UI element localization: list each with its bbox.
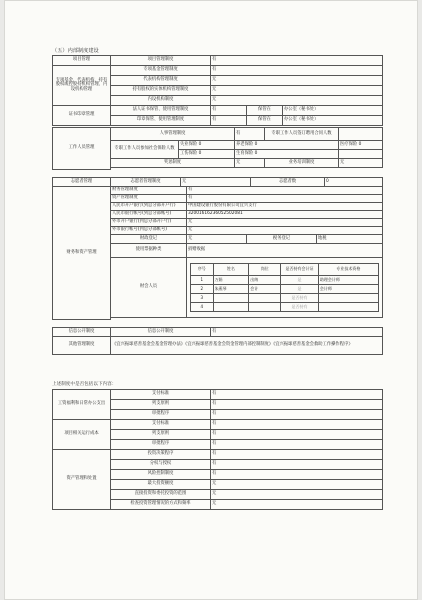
- cell-post: [249, 303, 281, 312]
- row-value: 有: [187, 187, 383, 195]
- table-row: [53, 106, 383, 116]
- row-category: 专项基金、代表机构、持有股权或控股持机构管理、内设机构管理: [53, 66, 111, 106]
- row-item: 外币银行帐号(到总分部帐号): [111, 227, 187, 235]
- row-value: 无: [187, 227, 383, 235]
- section-title: （五）内部制度建设: [52, 48, 99, 54]
- row-item: 代表机构管理制度: [111, 76, 211, 86]
- row-item: 项目管理制度: [111, 56, 211, 66]
- row-item: 分权与授权: [111, 460, 211, 470]
- table-row: [53, 390, 383, 400]
- table-row: [53, 450, 383, 460]
- row-key: 专职工作人员签订聘用合同人数: [265, 128, 339, 141]
- row-value2: 办公室（秘书处）: [283, 116, 383, 126]
- row-value: 有: [211, 460, 383, 470]
- row-item: 审批程序: [111, 410, 211, 420]
- table-row: [53, 337, 383, 355]
- row-key: 业务培训制度: [265, 159, 339, 168]
- row-category: 资产管理和处置: [53, 450, 111, 510]
- table-row: [191, 276, 379, 285]
- row-category: 志愿者管理: [53, 178, 111, 187]
- cell-title: [318, 294, 378, 303]
- row-value: 无: [211, 86, 383, 96]
- table-row: [53, 128, 383, 141]
- row-value: 32001616236052502081: [187, 211, 383, 219]
- row-item: 信息公开制度: [111, 328, 211, 337]
- row-value: 有: [211, 410, 383, 420]
- row-value2: 无: [339, 159, 383, 168]
- cell-cert: 是否持有: [281, 294, 319, 303]
- row-item: 外币开户银行(到总分部开户行): [111, 219, 187, 227]
- cell-name: [213, 303, 249, 312]
- row-key: 工伤保险 0: [179, 150, 235, 159]
- row-value: 有: [187, 195, 383, 203]
- row-value: 无: [211, 76, 383, 86]
- row-key: 医疗保险 0: [339, 141, 383, 150]
- cell-title: 助理会计师: [318, 276, 378, 285]
- row-value: 无: [181, 178, 251, 187]
- table-row: [191, 285, 379, 294]
- row-key: 保管在: [247, 106, 283, 116]
- row-category: 其他管理制度: [53, 337, 111, 355]
- row-key: 养老保险 0: [235, 141, 339, 150]
- row-key: 保管在: [247, 116, 283, 126]
- row-item: 支付标准: [111, 390, 211, 400]
- table-row: [191, 264, 379, 276]
- table-row: [53, 56, 383, 66]
- row-category: 工作人员管理: [53, 128, 111, 170]
- cell-title: 会计师: [318, 285, 378, 294]
- row-value: 有: [211, 440, 383, 450]
- row-item: 志愿者管理制度: [111, 178, 181, 187]
- row-value: 有: [211, 106, 247, 116]
- row-category: 财务和资产管理: [53, 187, 111, 320]
- row-value: 有: [211, 328, 383, 337]
- row-value: 捐赠收据: [187, 244, 383, 258]
- row-item: 使用票据种类: [111, 244, 187, 258]
- row-value: 有: [211, 66, 383, 76]
- row-value: 《宜兴振球慈善基金会基金管理办法》《宜兴振球慈善基金会资金管理内部控制制度》《宜兴振球慈善基金会救助工作操作程序》: [111, 337, 383, 355]
- table-row: [53, 187, 383, 195]
- row-item: 投资决策程序: [111, 450, 211, 460]
- cell-no: 2: [191, 285, 214, 294]
- table-row: [191, 303, 379, 312]
- finance-table: [52, 186, 383, 320]
- row-category: 项目相关运行成本: [53, 420, 111, 450]
- header-name: 姓名: [213, 264, 249, 276]
- row-value2: 0: [325, 178, 383, 187]
- note-text: 上述制度中是否包括以下内容：: [52, 382, 117, 387]
- row-category: 工资福利和日常办公支出: [53, 390, 111, 420]
- row-value: 有: [211, 450, 383, 460]
- header-post: 岗位: [249, 264, 281, 276]
- row-item: 直接投资和委托投资的范围: [111, 490, 211, 500]
- row-value: 无: [211, 480, 383, 490]
- header-cert: 是否持有会计证: [281, 264, 319, 276]
- upper-table: [52, 55, 383, 126]
- row-key: 志愿者数: [251, 178, 325, 187]
- row-category: 项目管理: [53, 56, 111, 66]
- row-value: 有: [211, 400, 383, 410]
- row-item: 奖惩制度: [111, 159, 235, 168]
- row-key: 生育保险 0: [235, 150, 339, 159]
- row-item: 审批程序: [111, 440, 211, 450]
- row-item: 人民币银行帐号(到总分部帐号): [111, 211, 187, 219]
- row-value: 无: [235, 159, 265, 168]
- cell-cert: 是: [281, 276, 319, 285]
- row-item: 财务管理制度: [111, 187, 187, 195]
- row-item: 专项基金管理制度: [111, 66, 211, 76]
- row-value2: [339, 128, 383, 141]
- row-value: 有: [211, 430, 383, 440]
- row-item: 最大投资额度: [111, 480, 211, 490]
- cell-no: 4: [191, 303, 214, 312]
- row-item: 资产管理制度: [111, 195, 187, 203]
- row-value2: 地税: [317, 235, 383, 244]
- row-value: 无: [187, 219, 383, 227]
- cell-title: [318, 303, 378, 312]
- row-value: 有: [235, 128, 265, 141]
- header-no: 序号: [191, 264, 214, 276]
- row-item: 专职工作人员参加社会保险人数: [111, 141, 179, 159]
- row-item: 风险控制制度: [111, 470, 211, 480]
- row-value2: 办公室（秘书处）: [283, 106, 383, 116]
- row-value: 无: [211, 500, 383, 510]
- row-value: 有: [211, 390, 383, 400]
- cell-cert: 是否持有: [281, 303, 319, 312]
- row-value: 有: [211, 420, 383, 430]
- row-item: 财政登记: [111, 235, 187, 244]
- cell-cert: 是: [281, 285, 319, 294]
- row-value: 无: [187, 235, 247, 244]
- row-item: 人民币开户银行(到总分部开户行): [111, 203, 187, 211]
- table-row: [53, 420, 383, 430]
- row-value: 有: [211, 116, 247, 126]
- row-item: 内设机构制度: [111, 96, 211, 106]
- table-row: [53, 66, 383, 76]
- other-table: [52, 336, 383, 355]
- row-category: 信息公开制度: [53, 328, 111, 337]
- row-key: 税务登记: [247, 235, 317, 244]
- table-row: [191, 294, 379, 303]
- staff-table: [190, 263, 379, 312]
- row-category: 证书印章管理: [53, 106, 111, 126]
- cell-name: [213, 294, 249, 303]
- row-value: 无: [211, 96, 383, 106]
- row-item: 印章保管、使用管理制度: [111, 116, 211, 126]
- row-value: 有: [211, 470, 383, 480]
- cell-post: 会计: [249, 285, 281, 294]
- cell-no: 1: [191, 276, 214, 285]
- row-value: 中国建设银行股份有限公司宜兴支行: [187, 203, 383, 211]
- cell-name: 朱燕琴: [213, 285, 249, 294]
- row-key: 失业保险 0: [179, 141, 235, 150]
- document-page: [4, 0, 418, 600]
- cell-name: 万娟: [213, 276, 249, 285]
- hr-table: [52, 127, 383, 170]
- row-item: 检查投资管理情况的方式和频率: [111, 500, 211, 510]
- row-item: 持有股权的实体机构管理制度: [111, 86, 211, 96]
- bottom-table: [52, 389, 383, 510]
- row-item: 财会人员: [111, 258, 187, 318]
- row-item: 列支原则: [111, 430, 211, 440]
- cell-post: 出纳: [249, 276, 281, 285]
- row-value: 无: [211, 490, 383, 500]
- row-item: 法人证书保管、使用管理制度: [111, 106, 211, 116]
- row-item: 支付标准: [111, 420, 211, 430]
- row-item: 人事管理制度: [111, 128, 235, 141]
- cell-no: 3: [191, 294, 214, 303]
- row-item: 列支原则: [111, 400, 211, 410]
- header-title: 专业技术资格: [318, 264, 378, 276]
- row-value: 有: [211, 56, 383, 66]
- cell-post: [249, 294, 281, 303]
